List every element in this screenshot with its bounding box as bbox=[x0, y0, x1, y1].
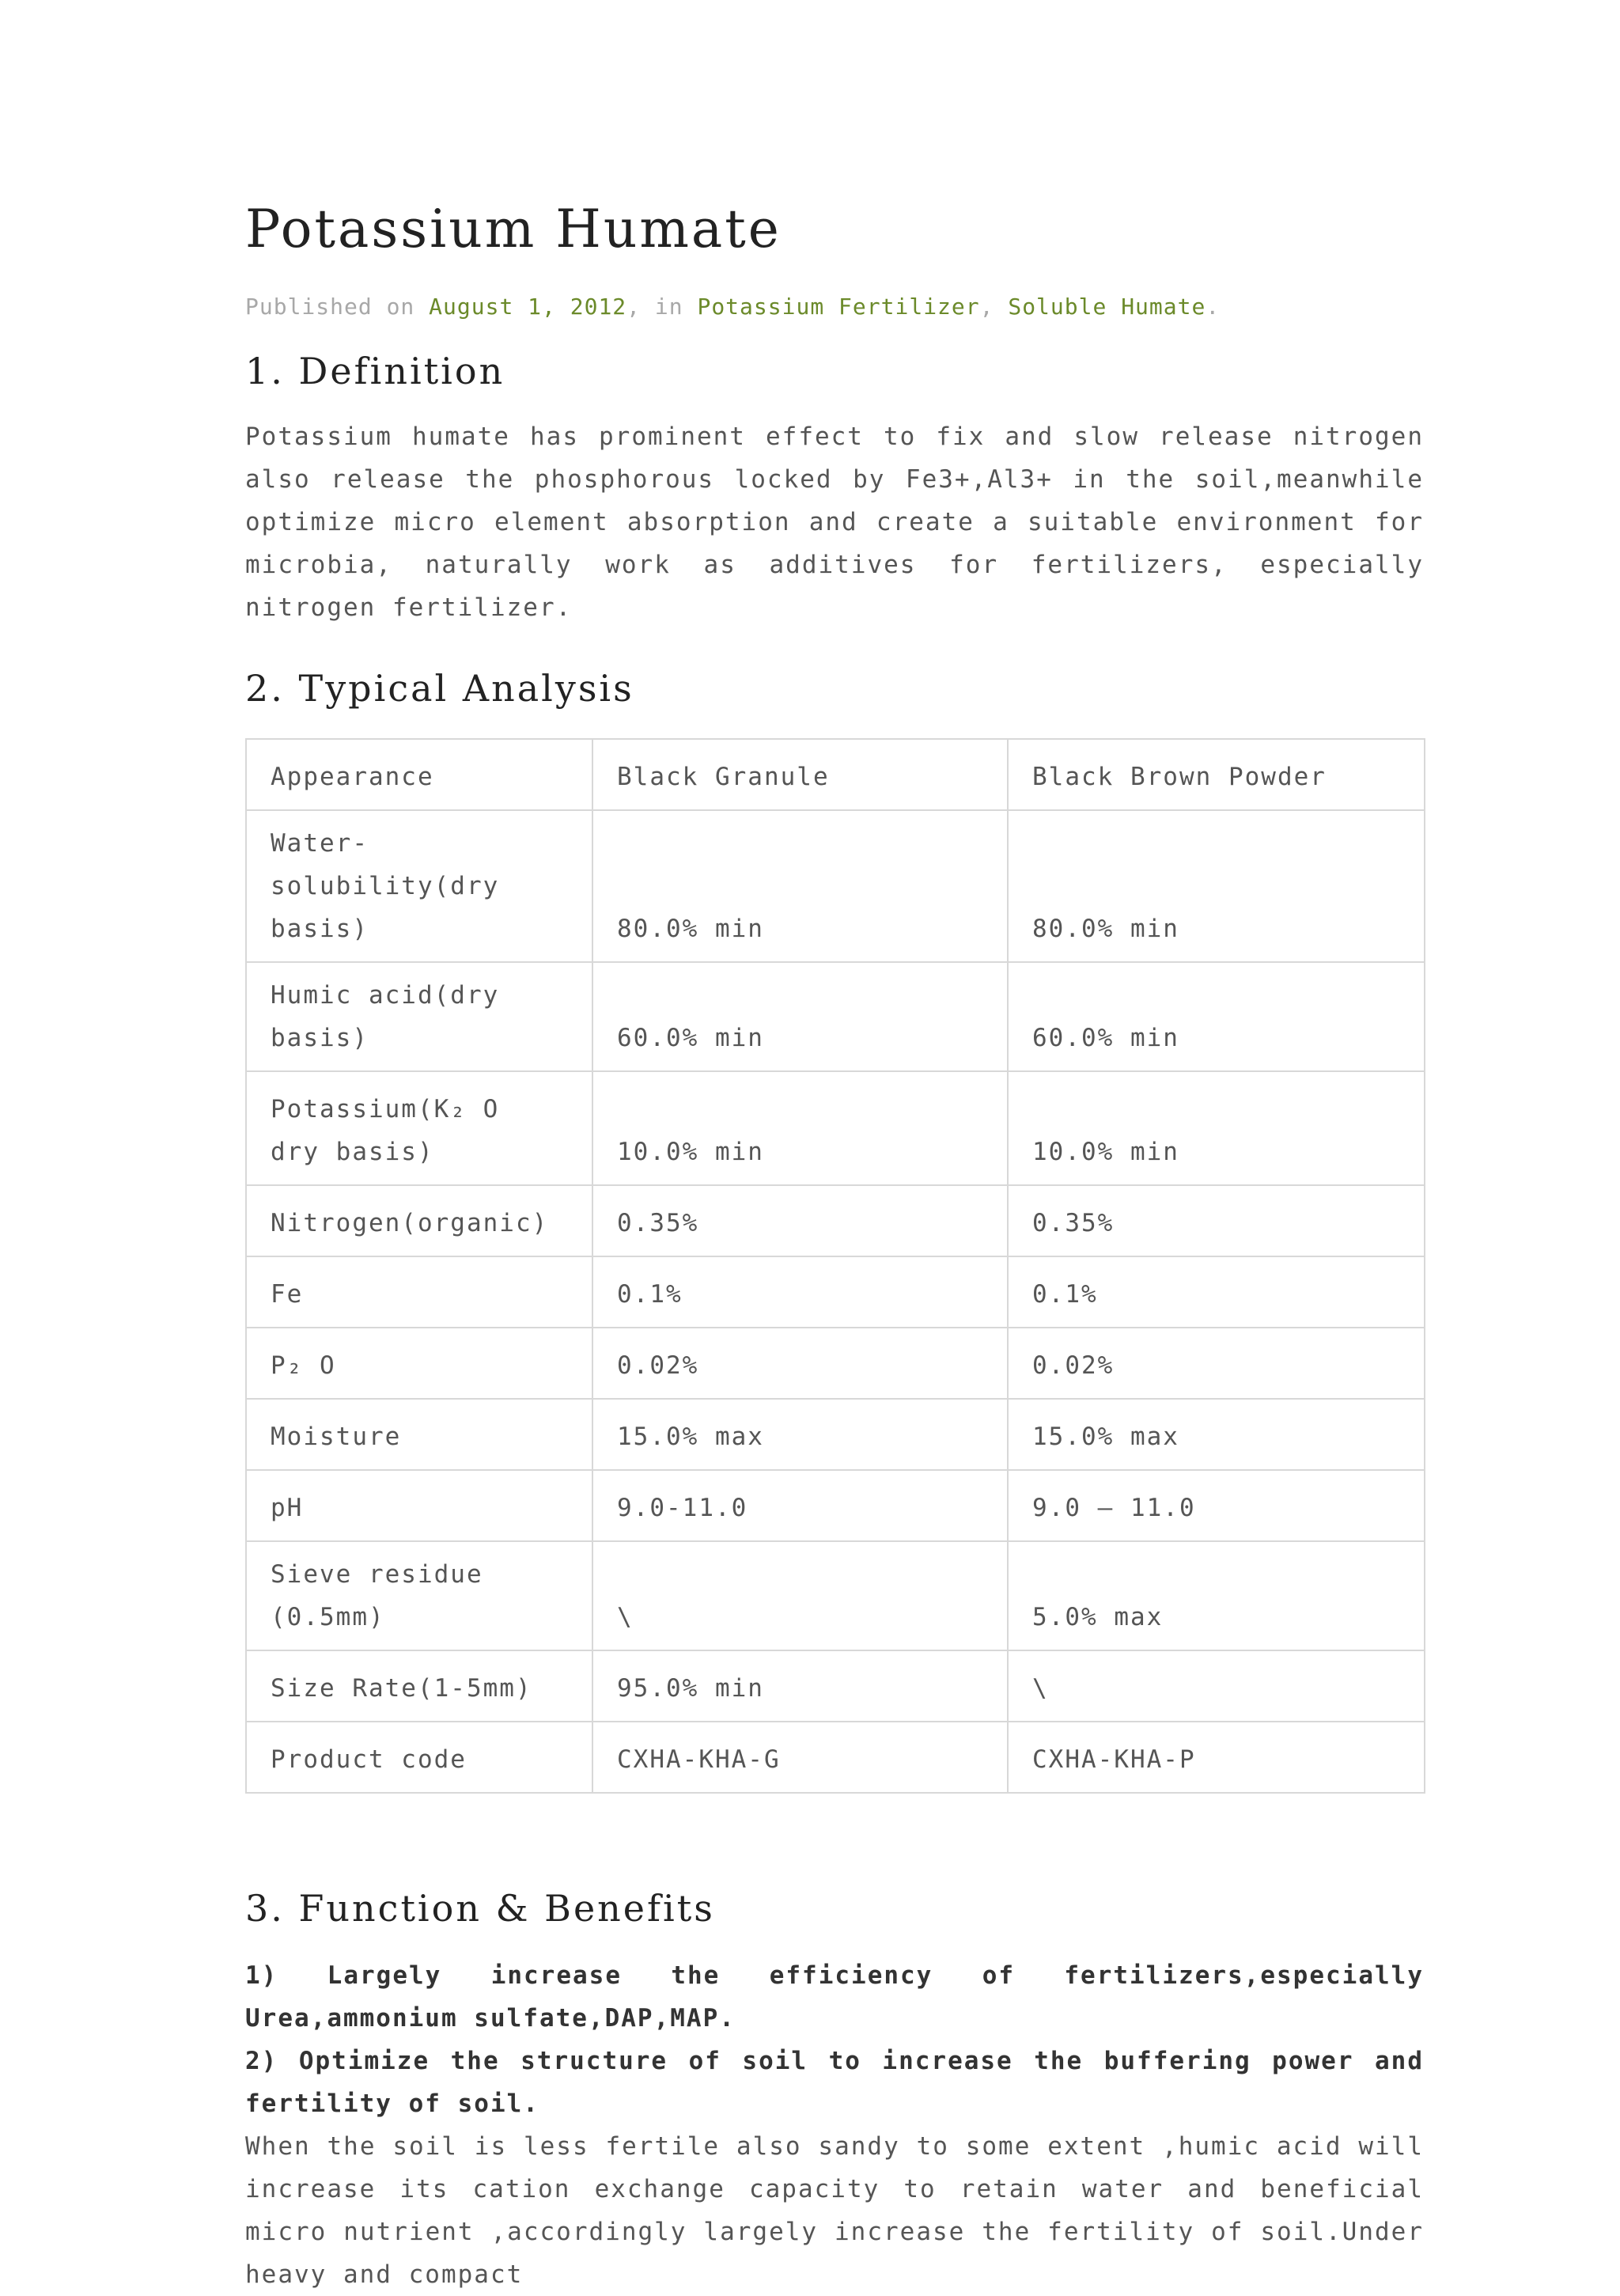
table-cell: pH bbox=[246, 1470, 592, 1541]
table-cell: \ bbox=[1008, 1650, 1425, 1722]
table-cell: 15.0% max bbox=[1008, 1399, 1425, 1470]
table-row bbox=[246, 1071, 1425, 1185]
table-cell: 0.02% bbox=[1008, 1328, 1425, 1399]
table-row bbox=[246, 1722, 1425, 1793]
table-row bbox=[246, 1185, 1425, 1256]
table-cell: Product code bbox=[246, 1722, 592, 1793]
analysis-table bbox=[245, 738, 1425, 1794]
functions-heading: 3. Function & Benefits bbox=[245, 1886, 715, 1930]
meta-end: . bbox=[1206, 294, 1221, 320]
definition-text: Potassium humate has prominent effect to fix and slow release nitrogen also release the phosphorous locked by Fe3+,Al3+ in the soil,meanwhile optimize micro element absorption and create a suitable environment for microbia, naturally work as additives for fertilizers, especially nitrogen fertilizer. bbox=[245, 422, 1424, 623]
table-cell: Humic acid(dry basis) bbox=[246, 962, 592, 1071]
table-cell: Black Brown Powder bbox=[1008, 739, 1425, 810]
benefit-point-1: 1) Largely increase the efficiency of fertilizers,especially Urea,ammonium sulfate,DAP,MAP. bbox=[245, 1961, 1424, 2033]
table-cell: Nitrogen(organic) bbox=[246, 1185, 592, 1256]
table-cell: 95.0% min bbox=[592, 1650, 1008, 1722]
article bbox=[245, 198, 1424, 2296]
post-meta bbox=[245, 294, 1424, 320]
table-cell: 60.0% min bbox=[1008, 962, 1425, 1071]
table-cell: Moisture bbox=[246, 1399, 592, 1470]
table-row bbox=[246, 1541, 1425, 1650]
table-cell: 9.0 – 11.0 bbox=[1008, 1470, 1425, 1541]
benefit-point-2: 2) Optimize the structure of soil to increase the buffering power and fertility of soil. bbox=[245, 2046, 1424, 2118]
table-cell: 9.0-11.0 bbox=[592, 1470, 1008, 1541]
table-cell: 0.35% bbox=[1008, 1185, 1425, 1256]
table-cell: Water-solubility(dry basis) bbox=[246, 810, 592, 962]
table-cell: Sieve residue (0.5mm) bbox=[246, 1541, 592, 1650]
table-cell: 0.1% bbox=[1008, 1256, 1425, 1328]
table-cell: Appearance bbox=[246, 739, 592, 810]
meta-prefix: Published on bbox=[245, 294, 430, 320]
table-cell: Black Granule bbox=[592, 739, 1008, 810]
table-cell: Size Rate(1-5mm) bbox=[246, 1650, 592, 1722]
category-link-potassium-fertilizer[interactable]: Potassium Fertilizer bbox=[697, 294, 980, 320]
table-row bbox=[246, 1328, 1425, 1399]
table-cell: 80.0% min bbox=[1008, 810, 1425, 962]
table-row bbox=[246, 810, 1425, 962]
table-cell: 0.35% bbox=[592, 1185, 1008, 1256]
table-row bbox=[246, 739, 1425, 810]
date-link[interactable]: August 1, 2012 bbox=[429, 294, 627, 320]
table-cell: P₂ O bbox=[246, 1328, 592, 1399]
table-cell: CXHA-KHA-G bbox=[592, 1722, 1008, 1793]
table-cell: 5.0% max bbox=[1008, 1541, 1425, 1650]
table-cell: 60.0% min bbox=[592, 962, 1008, 1071]
table-cell: \ bbox=[592, 1541, 1008, 1650]
table-row bbox=[246, 1470, 1425, 1541]
meta-sep: , bbox=[979, 294, 1009, 320]
analysis-heading: 2. Typical Analysis bbox=[245, 667, 634, 710]
table-cell: Fe bbox=[246, 1256, 592, 1328]
table-cell: 80.0% min bbox=[592, 810, 1008, 962]
table-row bbox=[246, 962, 1425, 1071]
table-cell: 15.0% max bbox=[592, 1399, 1008, 1470]
table-cell: 0.02% bbox=[592, 1328, 1008, 1399]
table-row bbox=[246, 1399, 1425, 1470]
table-row bbox=[246, 1650, 1425, 1722]
table-cell: 10.0% min bbox=[1008, 1071, 1425, 1185]
meta-mid: , in bbox=[626, 294, 698, 320]
definition-heading: 1. Definition bbox=[245, 350, 505, 393]
table-cell: 10.0% min bbox=[592, 1071, 1008, 1185]
page-title: Potassium Humate bbox=[245, 199, 782, 260]
functions-text: When the soil is less fertile also sandy to some extent ,humic acid will increase its cation exchange capacity to retain water and beneficial micro nutrient ,accordingly largely increase the fertility of soil.Under heavy and compact bbox=[245, 2131, 1424, 2289]
category-link-soluble-humate[interactable]: Soluble Humate bbox=[1008, 294, 1206, 320]
table-cell: 0.1% bbox=[592, 1256, 1008, 1328]
table-cell: CXHA-KHA-P bbox=[1008, 1722, 1425, 1793]
table-cell: Potassium(K₂ O dry basis) bbox=[246, 1071, 592, 1185]
table-row bbox=[246, 1256, 1425, 1328]
